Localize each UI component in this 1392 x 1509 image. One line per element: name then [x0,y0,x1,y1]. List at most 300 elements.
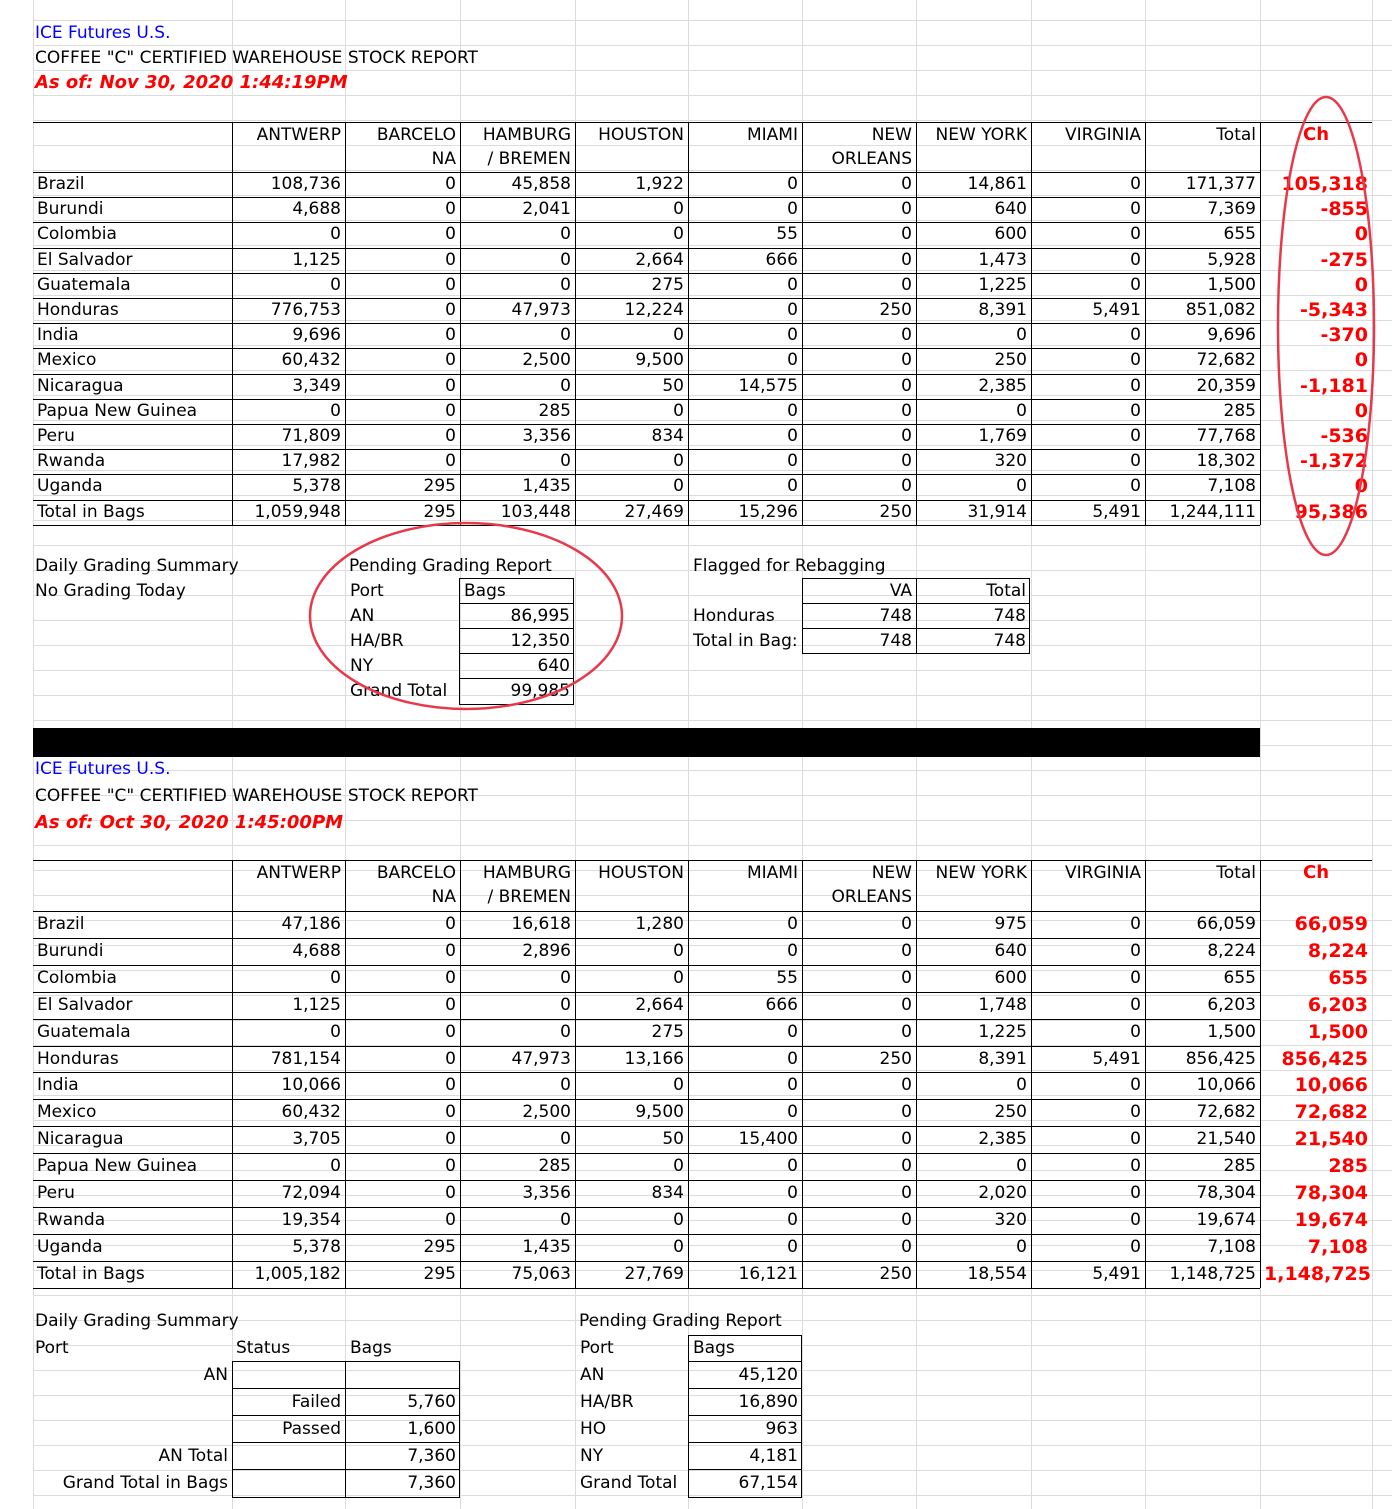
top-row-value: 108,736 [270,174,341,194]
top-row-change: 0 [1354,349,1368,372]
bottom-row-value: 4,688 [292,940,341,961]
pending-col-bags: Bags [464,581,506,601]
pending-port-label: HA/BR [350,631,404,651]
top-row-value: 0 [673,400,684,421]
top-row-value: 0 [787,274,798,295]
top-row-value: 0 [330,224,341,245]
bottom-row-value: 0 [1130,1236,1141,1257]
top-row-value: 0 [560,325,571,346]
bottom-row-value: 0 [787,1048,798,1069]
top-row-value: 320 [994,451,1027,472]
top-row-value: 14,861 [967,174,1027,194]
bottom-row-value: 5,378 [292,1236,341,1257]
top-row-value: 1,922 [635,174,684,194]
top-row-value: 47,973 [511,300,571,320]
pending-port-label-bottom: HA/BR [580,1392,634,1412]
bottom-row-value: 0 [1130,994,1141,1015]
top-row-value: 0 [673,451,684,472]
top-row-value: 0 [330,274,341,295]
bottom-row-value: 0 [901,914,912,934]
bottom-header-6: NEW YORK [935,863,1027,883]
top-total-row-value: 1,244,111 [1169,501,1256,522]
top-total-row-label: Total in Bags [37,501,145,522]
pending-port-label: AN [350,606,375,626]
top-row-value: 0 [445,249,456,270]
bottom-row-value: 0 [1130,1021,1141,1042]
top-row-value: 0 [560,224,571,245]
bottom-row-label: Guatemala [37,1021,131,1042]
top-row-value: 17,982 [281,451,341,472]
daily-title-bottom: Daily Grading Summary [35,1311,239,1331]
bottom-row-value: 0 [445,940,456,961]
top-row-value: 250 [994,350,1027,371]
pending-port-label-bottom: Grand Total [580,1473,678,1493]
pending-port-label: NY [350,656,374,676]
top-row-change: 0 [1354,475,1368,498]
bottom-total-row-value: 5,491 [1092,1263,1141,1284]
top-row-value: 0 [560,375,571,396]
rebag-title: Flagged for Rebagging [693,556,886,576]
top-row-value: 0 [445,325,456,346]
bottom-row-value: 0 [560,967,571,988]
pending-port-label-bottom: NY [580,1446,604,1466]
top-row-value: 2,385 [978,375,1027,396]
pending-bags-value-bottom: 4,181 [749,1446,798,1466]
top-row-value: 0 [787,300,798,320]
top-header-5: NEW ORLEANS [831,125,912,169]
top-row-value: 5,928 [1207,249,1256,270]
top-row-value: 0 [1130,375,1141,396]
bottom-row-value: 655 [1223,967,1256,988]
top-row-value: 666 [765,249,798,270]
top-row-value: 1,769 [978,426,1027,446]
bottom-row-value: 1,500 [1207,1021,1256,1042]
top-header-2: HAMBURG / BREMEN [482,125,571,169]
bottom-row-change: 6,203 [1307,993,1368,1016]
rebag-va-value: 748 [879,606,912,626]
bottom-total-row-value: 1,005,182 [254,1263,341,1284]
bottom-row-value: 0 [445,1021,456,1042]
top-row-value: 1,225 [978,274,1027,295]
top-row-value: 0 [1130,274,1141,295]
bottom-row-value: 0 [560,994,571,1015]
top-row-label: Colombia [37,224,117,245]
daily-col-bags: Bags [350,1338,392,1358]
bottom-header-3: HOUSTON [598,863,684,883]
pending-col-bags-bottom: Bags [693,1338,735,1358]
top-row-label: Nicaragua [37,375,124,396]
top-row-label: Uganda [37,476,103,497]
top-header-0: ANTWERP [256,125,341,145]
bottom-row-value: 0 [1130,914,1141,934]
top-row-value: 18,302 [1196,451,1256,472]
top-header-3: HOUSTON [598,125,684,145]
top-row-change: -370 [1320,324,1368,347]
bottom-row-value: 19,354 [281,1209,341,1230]
bottom-row-value: 3,705 [292,1129,341,1150]
bottom-row-value: 834 [651,1183,684,1203]
pending-bags-value: 640 [537,656,570,676]
bottom-row-value: 975 [994,914,1027,934]
top-row-value: 0 [787,451,798,472]
bottom-row-value: 285 [1223,1156,1256,1177]
pending-port-label-bottom: HO [580,1419,607,1439]
bottom-header-2: HAMBURG / BREMEN [482,863,571,907]
rebag-col-total: Total [986,581,1026,601]
top-row-value: 0 [445,375,456,396]
bottom-row-value: 0 [673,1209,684,1230]
top-row-value: 7,369 [1207,199,1256,220]
top-row-value: 0 [901,224,912,245]
bottom-row-value: 7,108 [1207,1236,1256,1257]
bottom-row-label: India [37,1075,79,1096]
bottom-row-value: 0 [901,1021,912,1042]
bottom-row-value: 0 [787,1209,798,1230]
top-total-row-change: 95,386 [1294,500,1368,523]
bottom-row-value: 15,400 [738,1129,798,1150]
top-total-row-value: 250 [879,501,912,522]
top-row-label: Rwanda [37,451,106,472]
top-row-value: 0 [560,249,571,270]
highlight-circle-change-column [1278,97,1374,555]
org-name-bottom: ICE Futures U.S. [35,759,171,779]
bottom-header-0: ANTWERP [256,863,341,883]
top-row-label: Peru [37,426,75,446]
bottom-header-8: Total [1216,863,1256,883]
pending-col-port-bottom: Port [580,1338,614,1358]
bottom-total-row-value: 27,769 [624,1263,684,1284]
bottom-row-change: 1,500 [1307,1020,1368,1043]
top-header-1: BARCELO NA [376,125,456,169]
bottom-row-value: 0 [1130,967,1141,988]
top-row-label: Guatemala [37,274,131,295]
top-total-row-value: 295 [423,501,456,522]
bottom-row-value: 0 [673,1236,684,1257]
top-row-value: 0 [1130,325,1141,346]
top-row-value: 285 [1223,400,1256,421]
bottom-row-value: 8,391 [978,1048,1027,1069]
top-row-value: 851,082 [1185,300,1256,320]
top-row-value: 14,575 [738,375,798,396]
top-row-value: 834 [651,426,684,446]
bottom-row-value: 250 [879,1048,912,1069]
top-row-value: 275 [651,274,684,295]
top-total-row-value: 5,491 [1092,501,1141,522]
bottom-row-label: Uganda [37,1236,103,1257]
top-row-value: 0 [445,451,456,472]
bottom-row-change: 78,304 [1294,1182,1368,1204]
daily-grading-title-top: Daily Grading Summary [35,556,239,576]
bottom-row-label: Papua New Guinea [37,1156,198,1177]
bottom-row-value: 0 [330,967,341,988]
top-row-change: -5,343 [1300,299,1368,321]
top-row-value: 8,391 [978,300,1027,320]
bottom-row-value: 0 [445,1102,456,1123]
bottom-row-value: 0 [673,940,684,961]
top-row-value: 0 [330,400,341,421]
bottom-row-value: 250 [994,1102,1027,1123]
top-total-row-value: 27,469 [624,501,684,522]
top-row-value: 0 [1130,476,1141,497]
bottom-row-value: 0 [901,1156,912,1177]
bottom-row-value: 2,500 [522,1102,571,1123]
bottom-row-value: 0 [445,1129,456,1150]
bottom-row-value: 0 [445,1156,456,1177]
bottom-row-change: 10,066 [1294,1074,1368,1097]
top-total-row-value: 1,059,948 [254,501,341,522]
bottom-row-value: 0 [445,914,456,934]
pending-bags-value-bottom: 45,120 [738,1365,798,1385]
rebag-col-va: VA [889,581,912,601]
bottom-total-row-label: Total in Bags [37,1263,145,1284]
bottom-row-value: 856,425 [1185,1048,1256,1069]
bottom-row-value: 2,664 [635,994,684,1015]
bottom-row-value: 0 [330,1021,341,1042]
top-row-value: 250 [879,300,912,320]
top-row-value: 0 [901,325,912,346]
pending-bags-value: 12,350 [510,631,570,651]
top-row-value: 0 [445,199,456,220]
top-row-value: 0 [901,400,912,421]
top-row-value: 285 [538,400,571,421]
top-row-value: 0 [1130,350,1141,371]
bottom-total-row-change: 1,148,725 [1264,1262,1371,1285]
bottom-row-value: 1,435 [522,1236,571,1257]
top-row-value: 0 [1130,174,1141,194]
bottom-row-value: 1,280 [635,914,684,934]
top-row-value: 77,768 [1196,426,1256,446]
top-row-value: 0 [1016,400,1027,421]
bottom-row-label: Rwanda [37,1209,106,1230]
top-row-value: 776,753 [270,300,341,320]
bottom-row-value: 0 [445,1048,456,1069]
top-row-value: 0 [901,426,912,446]
bottom-row-label: Brazil [37,914,85,934]
bottom-row-value: 0 [673,1075,684,1096]
top-row-value: 0 [901,199,912,220]
daily-col-port: Port [35,1338,69,1358]
top-row-value: 0 [445,400,456,421]
bottom-row-value: 13,166 [624,1048,684,1069]
bottom-header-1: BARCELO NA [376,863,456,907]
top-row-value: 0 [787,199,798,220]
top-row-value: 0 [901,174,912,194]
bottom-row-label: El Salvador [37,994,133,1015]
top-row-value: 0 [445,350,456,371]
bottom-row-value: 0 [1130,1129,1141,1150]
top-row-value: 0 [1130,199,1141,220]
bottom-row-value: 0 [1130,1209,1141,1230]
top-row-value: 0 [560,451,571,472]
rebag-row-label: Total in Bag: [693,631,798,651]
bottom-row-change: 21,540 [1294,1128,1368,1151]
bottom-row-value: 640 [994,940,1027,961]
bottom-total-row-value: 295 [423,1263,456,1284]
bottom-row-value: 10,066 [281,1075,341,1096]
bottom-header-4: MIAMI [747,863,798,883]
bottom-row-value: 47,186 [281,914,341,934]
top-row-label: Burundi [37,199,104,220]
top-row-value: 9,500 [635,350,684,371]
top-row-value: 9,696 [1207,325,1256,346]
daily-port-label: AN Total [158,1446,228,1466]
top-row-value: 0 [673,224,684,245]
daily-status-value: Failed [291,1392,341,1412]
bottom-row-label: Colombia [37,967,117,988]
pending-bags-value-bottom: 16,890 [738,1392,798,1412]
daily-port-label: Grand Total in Bags [62,1473,228,1493]
daily-bags-value: 1,600 [407,1419,456,1439]
top-row-value: 20,359 [1196,375,1256,396]
pending-col-port: Port [350,581,384,601]
top-row-value: 0 [901,476,912,497]
bottom-row-value: 8,224 [1207,940,1256,961]
bottom-row-value: 0 [673,1156,684,1177]
org-name-top: ICE Futures U.S. [35,23,171,43]
bottom-row-value: 47,973 [511,1048,571,1069]
top-row-value: 0 [673,476,684,497]
top-row-value: 640 [994,199,1027,220]
bottom-row-value: 72,682 [1196,1102,1256,1123]
bottom-row-value: 285 [538,1156,571,1177]
top-row-value: 0 [445,224,456,245]
bottom-total-row-value: 75,063 [511,1263,571,1284]
top-row-value: 0 [673,325,684,346]
report-title-bottom: COFFEE "C" CERTIFIED WAREHOUSE STOCK REPORT [35,786,478,806]
bottom-row-value: 295 [423,1236,456,1257]
top-row-value: 1,435 [522,476,571,497]
top-row-change: 0 [1354,399,1368,422]
top-row-value: 4,688 [292,199,341,220]
top-row-change: -1,181 [1300,374,1368,397]
as-of-bottom: As of: Oct 30, 2020 1:45:00PM [35,812,344,833]
bottom-row-label: Mexico [37,1102,97,1123]
bottom-row-value: 0 [445,967,456,988]
bottom-row-change: 8,224 [1307,939,1368,962]
top-row-value: 0 [787,426,798,446]
top-row-value: 0 [901,375,912,396]
bottom-row-value: 0 [787,1236,798,1257]
bottom-row-value: 666 [765,994,798,1015]
daily-col-status: Status [236,1338,291,1358]
bottom-row-value: 0 [445,1209,456,1230]
top-row-value: 0 [445,300,456,320]
bottom-row-value: 275 [651,1021,684,1042]
top-row-change: -855 [1320,198,1368,221]
top-row-value: 2,500 [522,350,571,371]
top-row-label: India [37,325,79,346]
top-row-value: 0 [787,174,798,194]
top-row-value: 0 [1130,249,1141,270]
top-row-value: 0 [787,400,798,421]
bottom-row-value: 2,896 [522,940,571,961]
bottom-total-row-value: 1,148,725 [1169,1263,1256,1284]
bottom-row-change: 7,108 [1307,1235,1368,1258]
top-row-change: -275 [1320,248,1368,271]
bottom-row-change: 655 [1328,966,1368,989]
top-row-label: Mexico [37,350,97,371]
bottom-row-value: 55 [776,967,798,988]
top-row-value: 45,858 [511,174,571,194]
bottom-row-value: 0 [1130,1183,1141,1203]
bottom-row-value: 0 [901,1075,912,1096]
highlight-circle-pending-grading [310,523,622,709]
top-header-6: NEW YORK [935,125,1027,145]
bottom-row-value: 21,540 [1196,1129,1256,1150]
top-row-value: 0 [901,350,912,371]
bottom-row-value: 0 [1130,1075,1141,1096]
bottom-row-change: 66,059 [1294,913,1368,935]
top-row-value: 0 [1016,325,1027,346]
top-row-value: 0 [901,249,912,270]
bottom-row-value: 0 [787,914,798,934]
top-row-value: 0 [787,476,798,497]
bottom-header-9: Ch [1302,862,1330,883]
daily-status-value: Passed [282,1419,341,1439]
bottom-row-value: 0 [901,994,912,1015]
top-row-change: 0 [1354,223,1368,246]
top-row-value: 0 [560,274,571,295]
top-row-change: 0 [1354,273,1368,296]
bottom-row-value: 3,356 [522,1183,571,1203]
top-header-7: VIRGINIA [1064,125,1141,145]
top-total-row-value: 103,448 [500,501,571,522]
daily-bags-value: 5,760 [407,1392,456,1412]
pending-title-bottom: Pending Grading Report [579,1311,782,1331]
top-row-value: 0 [1130,224,1141,245]
no-grading-text: No Grading Today [35,581,186,601]
bottom-row-value: 0 [1130,1102,1141,1123]
top-row-value: 72,682 [1196,350,1256,371]
bottom-row-value: 0 [1016,1236,1027,1257]
bottom-row-value: 320 [994,1209,1027,1230]
top-row-value: 0 [901,274,912,295]
bottom-row-value: 0 [445,1075,456,1096]
bottom-row-value: 19,674 [1196,1209,1256,1230]
bottom-row-label: Peru [37,1183,75,1203]
top-row-change: -536 [1320,425,1368,447]
bottom-total-row-value: 16,121 [738,1263,798,1284]
bottom-row-value: 10,066 [1196,1075,1256,1096]
bottom-row-value: 0 [901,940,912,961]
bottom-row-value: 0 [901,1129,912,1150]
rebag-va-value: 748 [879,631,912,651]
bottom-row-value: 0 [560,1075,571,1096]
rebag-row-label: Honduras [693,606,775,626]
top-row-value: 0 [1130,426,1141,446]
report-title-top: COFFEE "C" CERTIFIED WAREHOUSE STOCK REPORT [35,48,478,68]
top-row-value: 3,349 [292,375,341,396]
bottom-row-value: 0 [445,994,456,1015]
bottom-row-value: 2,385 [978,1129,1027,1150]
bottom-row-value: 0 [560,1021,571,1042]
pending-port-label: Grand Total [350,681,448,701]
top-total-row-value: 31,914 [967,501,1027,522]
top-row-value: 50 [662,375,684,396]
pending-bags-value-bottom: 963 [765,1419,798,1439]
daily-port-label: AN [203,1365,228,1385]
top-row-value: 0 [787,325,798,346]
bottom-row-value: 0 [901,967,912,988]
pending-bags-value: 86,995 [510,606,570,626]
bottom-row-value: 5,491 [1092,1048,1141,1069]
bottom-row-value: 0 [901,1183,912,1203]
bottom-row-value: 0 [330,1156,341,1177]
top-row-label: Papua New Guinea [37,400,198,421]
top-row-value: 0 [673,199,684,220]
top-row-value: 60,432 [281,350,341,371]
top-row-value: 0 [445,274,456,295]
